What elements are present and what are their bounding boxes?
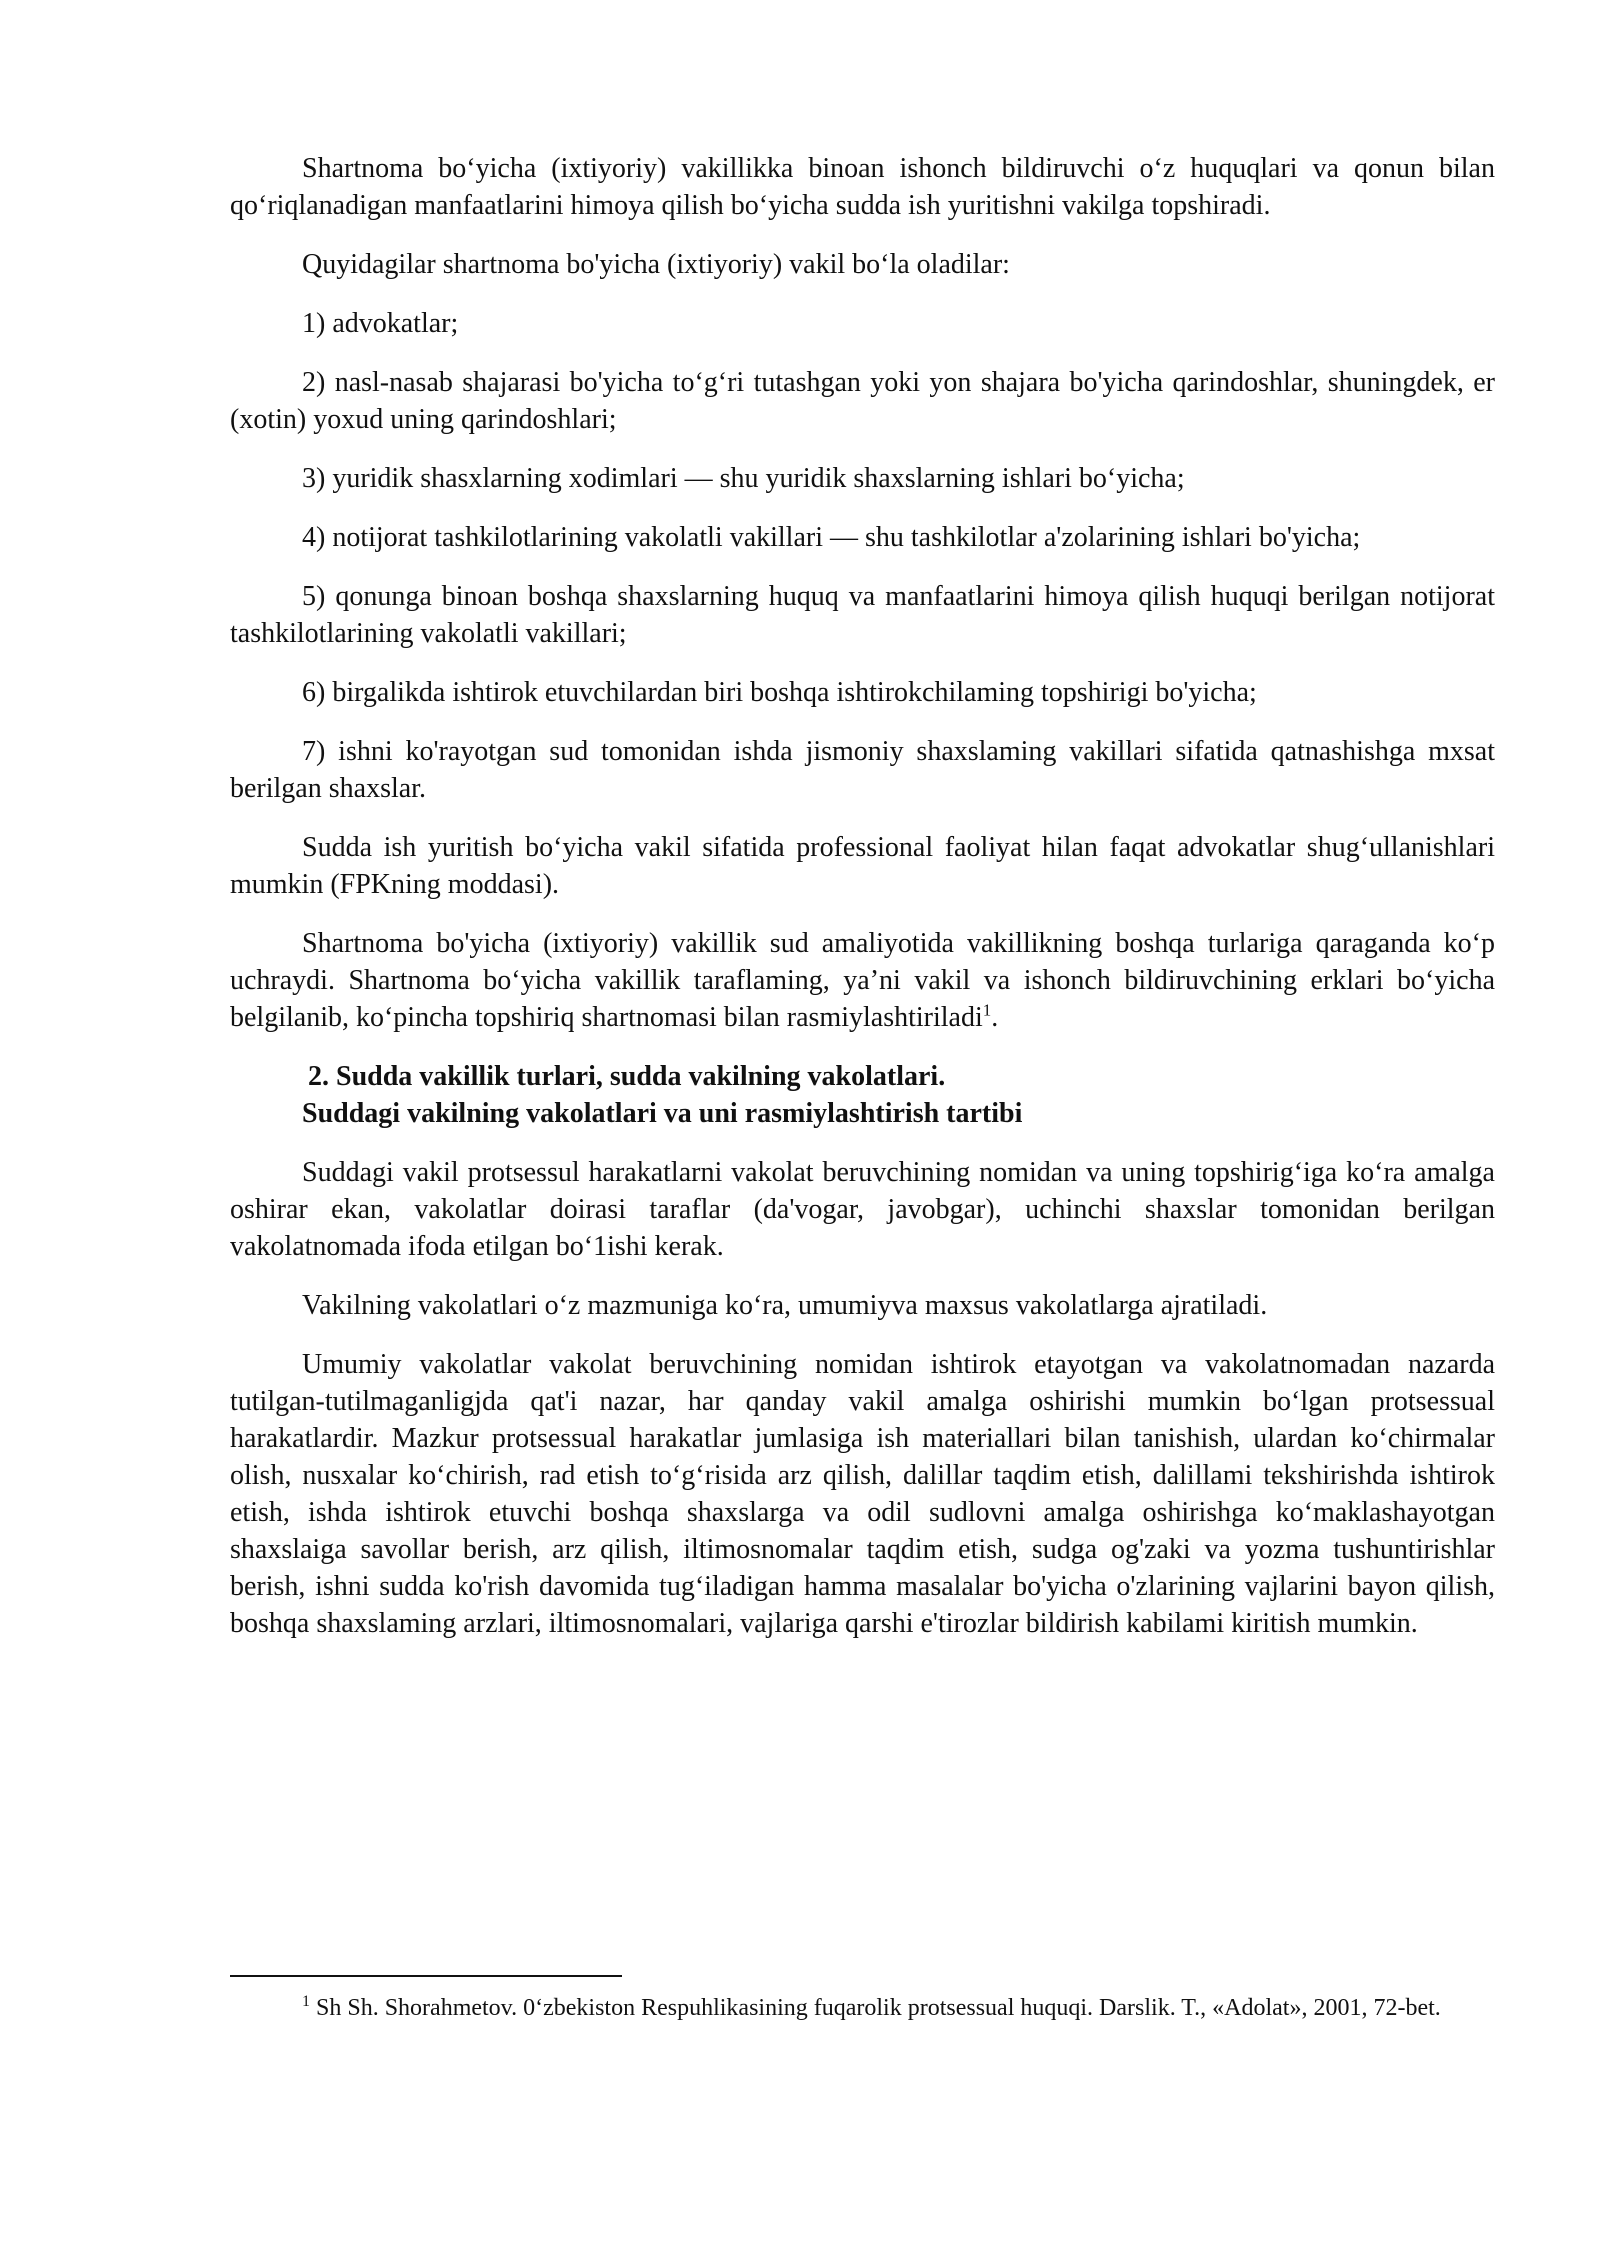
- list-item: 6) birgalikda ishtirok etuvchilardan biri boshqa ishtirokchilaming topshirigi bo'yicha;: [302, 677, 1257, 708]
- list-item: 7) ishni ko'rayotgan sud tomonidan ishda jismoniy shaxslaming vakillari sifatida qatnashishga mxsat berilgan shaxslar.: [230, 736, 1495, 804]
- list-item: 5) qonunga binoan boshqa shaxslarning huquq va manfaatlarini himoya qilish huquqi berilgan notijorat tashkilotlarining vakolatli vakillari;: [230, 581, 1495, 649]
- document-body: [230, 150, 1495, 1642]
- footnote-separator: [230, 1975, 622, 1977]
- paragraph: Shartnoma bo‘yicha (ixtiyoriy) vakillikka binoan ishonch bildiruvchi o‘z huquqlari va qonun bilan qo‘riqlanadigan manfaatlarini himoya qilish bo‘yicha sudda ish yuritishni vakilga topshiradi.: [230, 153, 1495, 221]
- section-heading: [302, 1058, 1495, 1132]
- list-item: 3) yuridik shasxlarning xodimlari — shu yuridik shaxslarning ishlari bo‘yicha;: [302, 463, 1185, 494]
- footnote-mark: 1: [302, 1993, 310, 2010]
- paragraph-with-footnote: [230, 925, 1495, 1036]
- section-heading-line1: 2. Sudda vakillik turlari, sudda vakilning vakolatlari.: [308, 1061, 946, 1092]
- paragraph-text: Shartnoma bo'yicha (ixtiyoriy) vakillik sud amaliyotida vakillikning boshqa turlariga qaraganda ko‘p uchraydi. Shartnoma bo‘yicha vakillik taraflaming, ya’ni vakil va ishonch bildiruvchining erklari bo‘yicha belgilanib, ko‘pincha topshiriq shartnomasi bilan rasmiylashtiriladi: [230, 928, 1495, 1033]
- paragraph: Suddagi vakil protsessul harakatlarni vakolat beruvchining nomidan va uning topshirig‘iga ko‘ra amalga oshirar ekan, vakolatlar doirasi taraflar (da'vogar, javobgar), uchinchi shaxslar tomonidan berilgan vakolatnomada ifoda etilgan bo‘1ishi kerak.: [230, 1157, 1495, 1262]
- section-heading-line2: Suddagi vakilning vakolatlari va uni rasmiylashtirish tartibi: [302, 1098, 1023, 1129]
- paragraph: Sudda ish yuritish bo‘yicha vakil sifatida professional faoliyat hilan faqat advokatlar shug‘ullanishlari mumkin (FPKning moddasi).: [230, 832, 1495, 900]
- paragraph: Umumiy vakolatlar vakolat beruvchining nomidan ishtirok etayotgan va vakolatnomadan nazarda tutilgan-tutilmaganligjda qat'i nazar, har qanday vakil amalga oshirishi mumkin bo‘lgan protsessual harakatlardir. Mazkur protsessual harakatlar jumlasiga ish materiallari bilan tanishish, ulardan ko‘chirmalar olish, nusxalar ko‘chirish, rad etish to‘g‘risida arz qilish, dalillar taqdim etish, dalillami tekshirishda ishtirok etish, ishda ishtirok etuvchi boshqa shaxslarga va odil sudlovni amalga oshirishga ko‘maklashayotgan shaxslaiga savollar berish, arz qilish, iltimosnomalar taqdim etish, sudga og'zaki va yozma tushuntirishlar berish, ishni sudda ko'rish davomida tug‘iladigan hamma masalalar bo'yicha o'zlarining vajlarini bayon qilish, boshqa shaxslaming arzlari, iltimosnomalari, vajlariga qarshi e'tirozlar bildirish kabilami kiritish mumkin.: [230, 1349, 1495, 1639]
- list-item: 1) advokatlar;: [302, 308, 459, 339]
- paragraph: Vakilning vakolatlari o‘z mazmuniga ko‘ra, umumiyva maxsus vakolatlarga ajratiladi.: [302, 1290, 1268, 1321]
- list-item: 2) nasl-nasab shajarasi bo'yicha to‘g‘ri tutashgan yoki yon shajara bo'yicha qarindoshlar, shuningdek, er (xotin) yoxud uning qarindoshlari;: [230, 367, 1495, 435]
- footnote-reference: 1: [982, 1000, 992, 1020]
- footnote: [230, 1990, 1495, 2027]
- paragraph: Quyidagilar shartnoma bo'yicha (ixtiyoriy) vakil bo‘la oladilar:: [302, 249, 1010, 280]
- footnote-text: Sh Sh. Shorahmetov. 0‘zbekiston Respuhlikasining fuqarolik protsessual huquqi. Darslik. T., «Adolat», 2001, 72-bet.: [310, 1995, 1441, 2021]
- paragraph-tail: .: [991, 1002, 999, 1033]
- list-item: 4) notijorat tashkilotlarining vakolatli vakillari — shu tashkilotlar a'zolarining ishlari bo'yicha;: [302, 522, 1361, 553]
